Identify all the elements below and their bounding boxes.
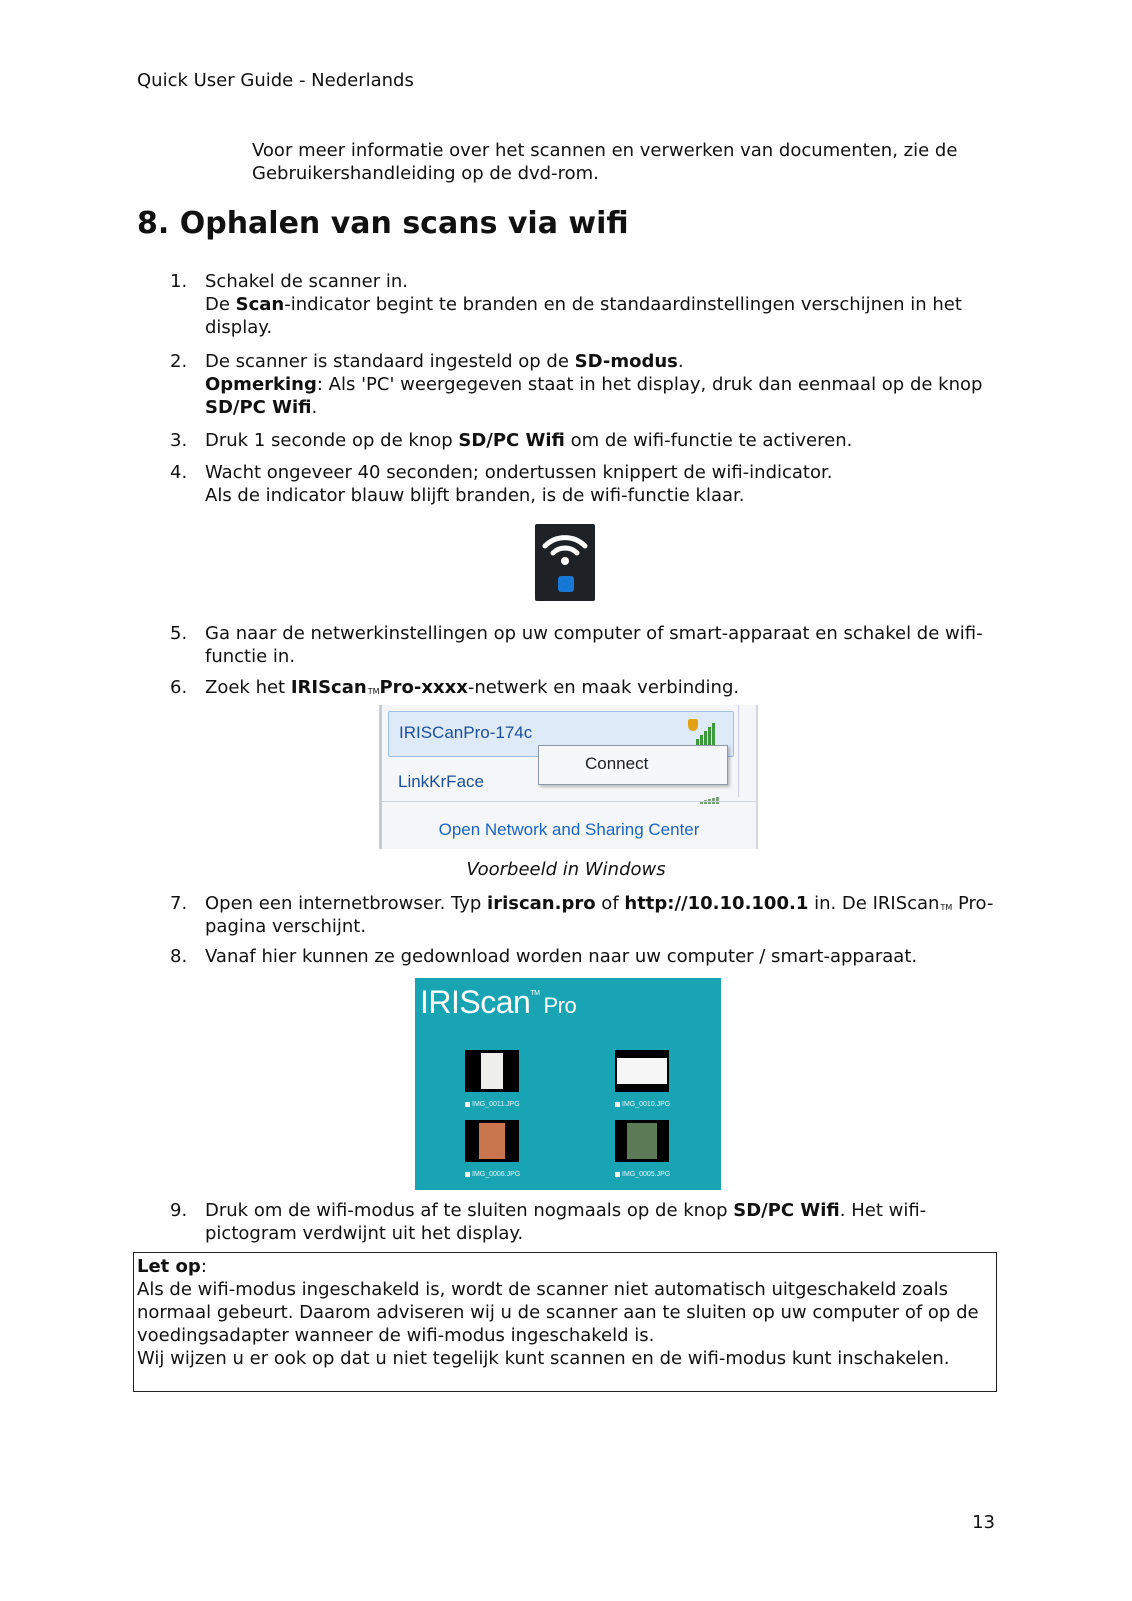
network-item-iriscan[interactable]: IRISCanPro-174c: [388, 711, 734, 757]
note-paragraph: Wij wijzen u er ook op dat u niet tegelijk kunt scannen en de wifi-modus kunt inschakelen.: [137, 1348, 950, 1369]
connect-button[interactable]: Connect: [538, 745, 728, 785]
note-paragraph: Als de wifi-modus ingeschakeld is, wordt de scanner niet automatisch uitgeschakeld zoals normaal gebeurt. Daarom adviseren wij u de scanner aan te sluiten op uw computer of op de voedingsadapter wanneer de wifi-modus ingeschakeld is.: [137, 1279, 979, 1346]
step-number: 4.: [170, 462, 188, 483]
iriscan-pro-page-image: [415, 978, 721, 1190]
file-label[interactable]: IMG_0005.JPG: [615, 1171, 670, 1178]
file-thumbnail[interactable]: [615, 1120, 669, 1162]
step-number: 9.: [170, 1200, 188, 1221]
section-title: 8. Ophalen van scans via wifi: [137, 206, 629, 241]
file-label[interactable]: IMG_0010.JPG: [615, 1101, 670, 1108]
step-number: 6.: [170, 677, 188, 698]
step-number: 7.: [170, 893, 188, 914]
step-number: 8.: [170, 946, 188, 967]
file-thumbnail[interactable]: [465, 1120, 519, 1162]
step-text: Schakel de scanner in.: [205, 271, 409, 292]
intro-paragraph: Voor meer informatie over het scannen en verwerken van documenten, zie de Gebruikershandleiding op de dvd-rom.: [252, 140, 958, 184]
blue-led: [558, 576, 574, 592]
file-label[interactable]: IMG_0006.JPG: [465, 1171, 520, 1178]
signal-icon: [696, 723, 716, 745]
running-header: Quick User Guide - Nederlands: [137, 70, 414, 91]
divider: [382, 801, 756, 802]
step-number: 2.: [170, 351, 188, 372]
file-label[interactable]: IMG_0011.JPG: [465, 1101, 520, 1108]
iriscan-pro-logo: IRIScan™ Pro: [420, 984, 577, 1020]
step-number: 1.: [170, 271, 188, 292]
windows-network-popup: [379, 705, 758, 849]
wifi-icon: [535, 524, 595, 574]
page-number: 13: [972, 1512, 995, 1533]
note-label: Let op: [137, 1256, 201, 1277]
network-item-linkkrface[interactable]: LinkKrFace: [398, 772, 484, 791]
figure-caption: Voorbeeld in Windows: [466, 859, 666, 880]
scrollbar[interactable]: [738, 705, 755, 797]
open-network-center-link[interactable]: Open Network and Sharing Center: [438, 820, 700, 839]
file-thumbnail[interactable]: [615, 1050, 669, 1092]
scan-label: Scan: [235, 294, 285, 315]
file-thumbnail[interactable]: [465, 1050, 519, 1092]
wifi-indicator-image: [535, 524, 595, 601]
step-number: 3.: [170, 430, 188, 451]
step-number: 5.: [170, 623, 188, 644]
note-box: Let op: Als de wifi-modus ingeschakeld is, wordt de scanner niet automatisch uitgeschakeld zoals normaal gebeurt. Daarom adviseren wij u de scanner aan te sluiten op uw computer of op de voedingsadapter wanneer de wifi-modus ingeschakeld is. Wij wijzen u er ook op dat u niet tegelijk kunt scannen en de wifi-modus kunt inschakelen.: [133, 1252, 997, 1392]
remark-label: Opmerking: [205, 374, 317, 395]
